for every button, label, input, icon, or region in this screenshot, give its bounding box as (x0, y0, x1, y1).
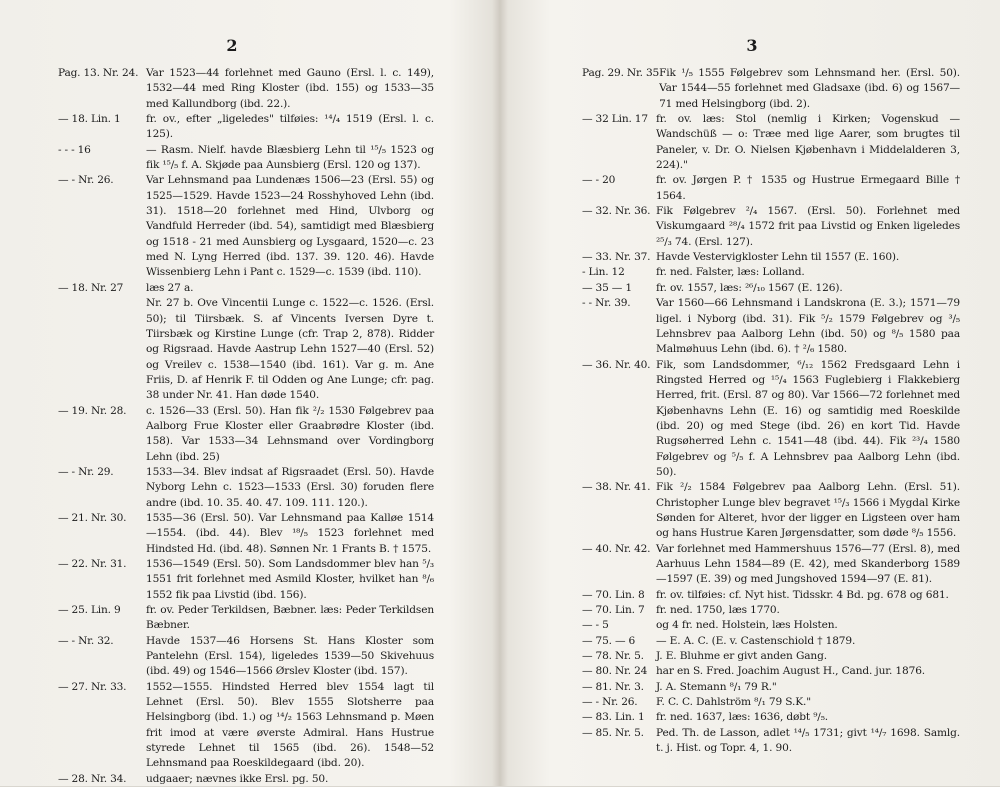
entry-text: har en S. Fred. Joachim August H., Cand. jur. 1876. (656, 665, 926, 678)
entry-text: fr. ov. Peder Terkildsen, Bæbner. læs: Peder Terkildsen Bæbner. (146, 604, 434, 632)
entry-text: fr. ov. 1557, læs: ²⁶/₁₀ 1567 (E. 126). (656, 281, 843, 294)
entry-ref: — - Nr. 29. (58, 465, 114, 478)
entry-ref: — 35 — 1 (582, 281, 632, 294)
entry-text: J. A. Stemann ⁸/₁ 79 R." (656, 680, 777, 693)
entry-ref: — - 20 (582, 174, 616, 187)
entry-row (582, 66, 960, 112)
entry-row (582, 726, 960, 757)
entry-row (58, 511, 434, 557)
entry-row (58, 112, 434, 143)
entry-text: fr. ov. tilføies: cf. Nyt hist. Tidsskr. 4 Bd. pg. 678 og 681. (656, 588, 949, 601)
entry-row (58, 404, 434, 465)
entry-row (58, 143, 434, 174)
entry-text: c. 1526—33 (Ersl. 50). Han fik ²/₂ 1530 Følgebrev paa Aalborg Frue Kloster eller Graabrødre Kloster (ibd. 158). Var 1533—34 Lehnsmand over Vordingborg Lehn (ibd. 25) (146, 404, 434, 463)
entry-ref: — 18. Lin. 1 (58, 113, 121, 126)
entry-text: læs 27 a. (146, 281, 194, 294)
entry-ref: — - 5 (582, 619, 609, 632)
entry-row (58, 603, 434, 634)
entry-text: Var Lehnsmand paa Lundenæs 1506—23 (Ersl. 55) og 1525—1529. Havde 1523—24 Rosshyhoved Lehn (ibd. 31). 1518—20 forlehnet med Hind, Ulvborg og Vandfuld Herreder (ibd. 54), samtidigt med Blæsbierg og 1518 - 21 med Aunsbierg og Lysgaard, 1520—c. 23 med N. Lyng Herred (ibd. 137. 39. 120. 46). Havde Wissenbierg Lehn i Pant c. 1529—c. 1539 (ibd. 110). (146, 174, 434, 279)
entry-text: Ped. Th. de Lasson, adlet ¹⁴/₅ 1731; givt ¹⁴/₇ 1698. Samlg. t. j. Hist. og Topr. 4, 1. 90. (656, 726, 960, 755)
entry-text: Var 1560—66 Lehnsmand i Landskrona (E. 3.); 1571—79 ligel. i Nyborg (ibd. 31). Fik ⁵/₂ 1579 Følgebrev og ³/₅ Lehnsbrev paa Aalborg Lehn (ibd. 50) og ⁸/₅ 1580 paa Malmøhuus Lehn (ibd. 6). † ²/₆ 1580. (656, 297, 960, 356)
entry-row (582, 281, 960, 296)
entry-ref: — 78. Nr. 5. (582, 650, 644, 663)
entry-row (582, 250, 960, 265)
entry-text: fr. ov. læs: Stol (nemlig i Kirken; Vogenskud — Wandschüß — o: Træe med lige Aarer, som brugtes til Paneler, v. Dr. O. Nielsen Kjøbenhavn i Middelalderen 3, 224)." (656, 113, 960, 172)
entry-ref: — 27. Nr. 33. (58, 680, 127, 693)
entry-text: 1533—34. Blev indsat af Rigsraadet (Ersl. 50). Havde Nyborg Lehn c. 1523—1533 (Ersl. 30) foruden flere andre (ibd. 10. 35. 40. 47. 109. 111. 120.). (146, 465, 434, 509)
entry-row (58, 281, 434, 296)
page-number: 3 (746, 36, 758, 55)
entry-row (58, 465, 434, 511)
entry-text: fr. ned. 1637, læs: 1636, døbt ⁹/₅. (656, 711, 829, 724)
entry-row (58, 557, 434, 603)
entry-ref: - - Nr. 39. (582, 297, 631, 310)
entry-text: Fik Følgebrev ²/₄ 1567. (Ersl. 50). Forlehnet med Viskumgaard ²⁸/₄ 1572 frit paa Livstid og Enken ligeledes ²⁵/₃ 74. (Ersl. 127). (656, 205, 960, 248)
entry-ref: — 18. Nr. 27 (58, 281, 124, 294)
entry-text: Havde 1537—46 Horsens St. Hans Kloster som Pantelehn (Ersl. 154), ligeledes 1539—50 Skivehuus (ibd. 49) og 1546—1566 Ørslev Kloster (ibd. 157). (146, 634, 434, 678)
entry-row (582, 664, 960, 679)
entry-row (582, 204, 960, 250)
entry-text: F. C. C. Dahlström ⁸/₁ 79 S.K." (656, 696, 811, 709)
entry-ref: — 36. Nr. 40. (582, 358, 651, 371)
entry-row (58, 66, 434, 112)
entry-ref: — 80. Nr. 24 (582, 665, 648, 678)
entry-row (582, 480, 960, 541)
entry-row (582, 588, 960, 603)
entry-ref: — 70. Lin. 8 (582, 588, 645, 601)
entry-row (582, 603, 960, 618)
entry-text: fr. ned. Falster, læs: Lolland. (656, 266, 805, 279)
entry-row (582, 296, 960, 357)
entry-text: Havde Vestervigkloster Lehn til 1557 (E. 160). (656, 251, 900, 264)
entry-text: 1536—1549 (Ersl. 50). Som Landsdommer blev han ⁵/₃ 1551 frit forlehnet med Asmild Kloster, hvilket han ⁸/₆ 1552 fik paa Livstid (ibd. 156). (146, 558, 434, 601)
entry-ref: — 40. Nr. 42. (582, 542, 651, 555)
entry-ref: — 32. Nr. 36. (582, 205, 651, 218)
entry-text: Fik ¹/₅ 1555 Følgebrev som Lehnsmand her. (Ersl. 50). Var 1544—55 forlehnet med Gladsaxe (ibd. 6) og 1567—71 med Helsingborg (ibd. 2). (659, 67, 960, 110)
entry-row (58, 680, 434, 772)
entry-ref: — 32 Lin. 17 (582, 113, 648, 126)
entry-text: fr. ned. 1750, læs 1770. (656, 604, 780, 617)
entry-ref: — 70. Lin. 7 (582, 604, 645, 617)
entry-text: fr. ov. Jørgen P. † 1535 og Hustrue Ermegaard Bille † 1564. (656, 174, 960, 202)
page-number: 2 (226, 36, 238, 55)
entry-ref: — 75. — 6 (582, 634, 636, 647)
entry-text: udgaaer; nævnes ikke Ersl. pg. 50. (146, 772, 329, 785)
entry-row (58, 173, 434, 280)
entry-row (582, 542, 960, 588)
entry-ref: — 19. Nr. 28. (58, 404, 127, 417)
entry-text: — E. A. C. (E. v. Castenschiold † 1879. (656, 634, 856, 647)
entry-text: fr. ov., efter „ligeledes" tilføies: ¹⁴/₄ 1519 (Ersl. l. c. 125). (146, 113, 434, 141)
entry-ref: - - - 16 (58, 143, 91, 156)
entry-ref: — - Nr. 26. (582, 696, 638, 709)
entry-ref: — 85. Nr. 5. (582, 726, 644, 739)
entry-row (582, 695, 960, 710)
entry-row (582, 173, 960, 204)
entry-ref: — - Nr. 32. (58, 634, 114, 647)
entry-text: 1552—1555. Hindsted Herred blev 1554 lagt til Lehnet (Ersl. 50). Blev 1555 Slotsherre paa Helsingborg (ibd. 1.) og ¹⁴/₂ 1563 Lehnsmand p. Møen frit imod at være øverste Admiral. Hans Hustrue styrede Lehnet til 1565 (ibd. 26). 1548—52 Lehnsmand paa Roeskildegaard (ibd. 20). (146, 680, 434, 770)
entry-text: Var forlehnet med Hammershuus 1576—77 (Ersl. 8), med Aarhuus Lehn 1584—89 (E. 42), med Skanderborg 1589—1597 (E. 39) og med Jungshoved 1594—97 (E. 81). (656, 542, 960, 586)
entry-ref: — 33. Nr. 37. (582, 251, 651, 264)
left-page (0, 0, 496, 786)
entry-list (582, 66, 960, 756)
right-page (504, 0, 1000, 786)
entry-ref: — 21. Nr. 30. (58, 511, 127, 524)
entry-row (58, 296, 434, 403)
entry-ref: — - Nr. 26. (58, 174, 114, 187)
entry-ref: — 22. Nr. 31. (58, 558, 127, 570)
entry-text: og 4 fr. ned. Holstein, læs Holsten. (656, 619, 838, 632)
entry-ref: — 28. Nr. 34. (58, 772, 127, 785)
entry-row (582, 265, 960, 280)
entry-text: Fik ²/₂ 1584 Følgebrev paa Aalborg Lehn. (Ersl. 51). Christopher Lunge blev begravet ¹⁵/₃ 1566 i Mygdal Kirke Sønden for Alteret, hvor der ligger en Ligsteen over ham og hans Hustrue Karen Jørgensdatter, som døde ⁸/₅ 1556. (656, 481, 960, 540)
entry-text: 1535—36 (Ersl. 50). Var Lehnsmand paa Kalløe 1514—1554. (ibd. 44). Blev ¹⁸/₅ 1523 forlehnet med Hindsted Hd. (ibd. 48). Sønnen Nr. 1 Frants B. † 1575. (146, 511, 434, 555)
entry-ref: — 25. Lin. 9 (58, 604, 121, 617)
entry-ref: Pag. 29. Nr. 35 (582, 67, 660, 79)
entry-row (582, 634, 960, 649)
entry-list (58, 66, 434, 787)
entry-text: — Rasm. Nielf. havde Blæsbierg Lehn til ¹⁵/₅ 1523 og fik ¹⁵/₅ f. A. Skjøde paa Aunsbierg (Ersl. 120 og 137). (146, 143, 434, 172)
entry-row (582, 618, 960, 633)
entry-ref: — 81. Nr. 3. (582, 680, 644, 693)
entry-ref: - Lin. 12 (582, 266, 625, 279)
entry-row (582, 112, 960, 173)
entry-ref: — 83. Lin. 1 (582, 711, 645, 724)
entry-text: J. E. Bluhme er givt anden Gang. (656, 650, 827, 663)
entry-text: Var 1523—44 forlehnet med Gauno (Ersl. l. c. 149), 1532—44 med Ring Kloster (ibd. 155) og 1533—35 med Kallundborg (ibd. 22.). (146, 67, 434, 110)
entry-row (58, 634, 434, 680)
entry-row (58, 772, 434, 787)
entry-row (582, 680, 960, 695)
entry-text: Fik, som Landsdommer, ⁶/₁₂ 1562 Fredsgaard Lehn i Ringsted Herred og ¹⁵/₄ 1563 Fuglebierg i Flakkebierg Herred, frit. (Ersl. 87 og 80). Var 1566—72 forlehnet med Kjøbenhavns Lehn (E. 16) og samtidig med Roeskilde (ibd. 20) og med Stege (ibd. 26) en kort Tid. Havde Rugsøherred Lehn c. 1541—48 (ibd. 44). Fik ²³/₄ 1580 Følgebrev og ⁵/₅ f. A Lehnsbrev paa Aalborg Lehn (ibd. 50). (656, 358, 960, 478)
entry-text: Nr. 27 b. Ove Vincentii Lunge c. 1522—c. 1526. (Ersl. 50); til Tiirsbæk. S. af Vincents Iversen Dyre t. Tiirsbæk og Kirstine Lunge (cfr. Trap 2, 878). Ridder og Rigsraad. Havde Aastrup Lehn 1527—40 (Ersl. 52) og Vreilev c. 1538—1540 (ibd. 161). Var g. m. Ane Friis, D. af Henrik F. til Odden og Ane Lunge; cfr. pag. 38 under Nr. 41. Han døde 1540. (146, 297, 434, 402)
entry-ref (58, 296, 146, 403)
entry-row (582, 358, 960, 481)
entry-row (582, 649, 960, 664)
entry-ref: — 38. Nr. 41. (582, 481, 651, 494)
entry-ref: Pag. 13. Nr. 24. (58, 67, 139, 79)
entry-row (582, 710, 960, 725)
